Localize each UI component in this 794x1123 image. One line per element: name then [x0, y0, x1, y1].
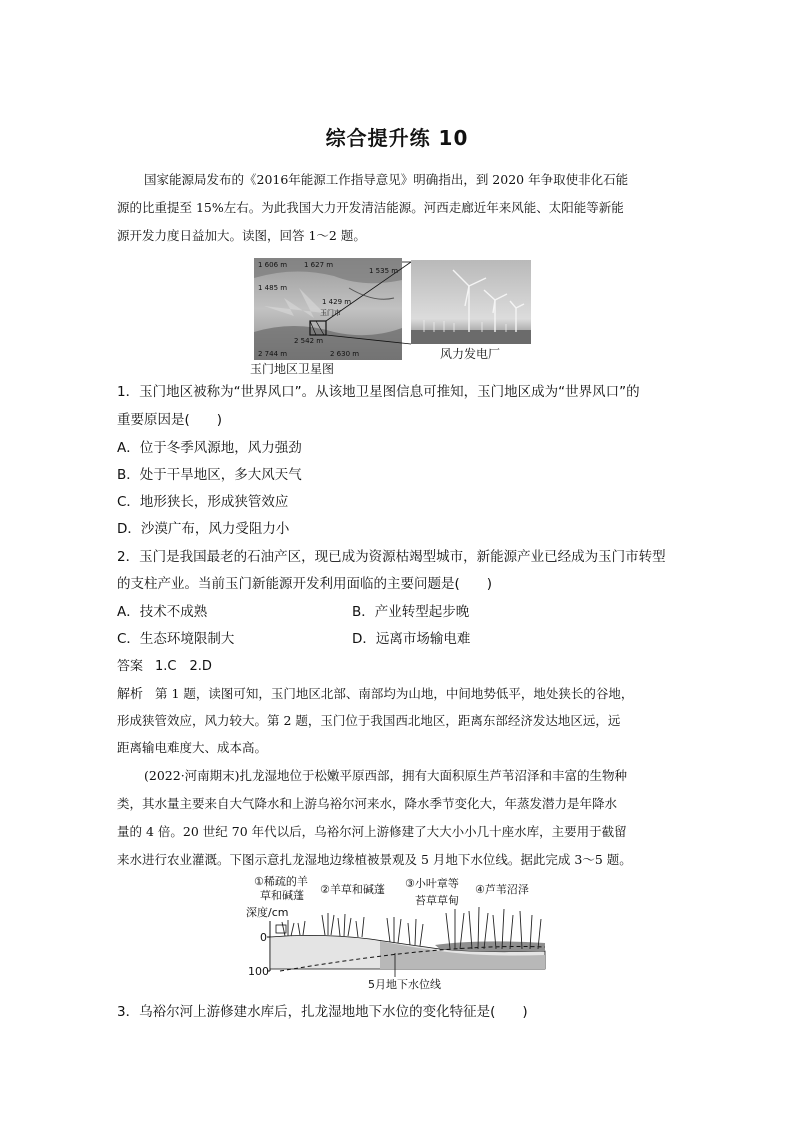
analysis-label: 解析: [117, 687, 144, 702]
wetland-profile-diagram: [240, 873, 550, 995]
zone-3-label: 苔草草甸: [415, 894, 459, 907]
elevation-label: 1 429 m: [322, 298, 352, 306]
figure-zhalong-profile: [240, 873, 550, 995]
option-a[interactable]: A．技术不成熟: [117, 604, 208, 620]
intro-line: 国家能源局发布的《2016年能源工作指导意见》明确指出，到 2020 年争取使非化石能: [144, 172, 629, 187]
zone-1-label: 草和碱蓬: [260, 889, 304, 902]
analysis-line: 形成狭管效应，风力较大。第 2 题，玉门位于我国西北地区，距离东部经济发达地区远，远: [117, 713, 621, 728]
elevation-label: 2 542 m: [294, 337, 324, 345]
depth-tick-100: 100: [248, 965, 269, 978]
analysis-line: 距离输电难度大、成本高。: [117, 740, 268, 755]
satellite-caption: 玉门地区卫星图: [250, 362, 335, 376]
intro2-line: (2022·河南期末)扎龙湿地位于松嫩平原西部，拥有大面积原生芦苇沼泽和丰富的生物种: [144, 768, 628, 783]
option-c[interactable]: C．生态环境限制大: [117, 631, 235, 647]
option-c[interactable]: C．地形狭长，形成狭管效应: [117, 494, 289, 510]
page-title: 综合提升练 10: [325, 126, 469, 150]
elevation-label: 2 744 m: [258, 350, 288, 358]
depth-tick-0: 0: [260, 931, 267, 944]
option-a[interactable]: A．位于冬季风源地，风力强劲: [117, 440, 302, 456]
option-d[interactable]: D．沙漠广布，风力受阻力小: [117, 521, 290, 537]
answer-label: 答案: [117, 659, 144, 674]
elevation-label: 1 606 m: [258, 261, 288, 269]
option-d[interactable]: D．远离市场输电难: [352, 631, 471, 647]
city-label: 玉门市: [320, 309, 341, 317]
analysis-first-line: [117, 683, 633, 702]
zone-3-label: ③小叶章等: [405, 877, 459, 890]
zone-2-label: ②羊草和碱蓬: [320, 883, 385, 896]
option-b[interactable]: B．产业转型起步晚: [352, 604, 470, 620]
elevation-label: 1 535 m: [369, 267, 399, 275]
elevation-label: 2 630 m: [330, 350, 360, 358]
depth-axis-label: 深度/cm: [246, 906, 289, 919]
intro2-line: 类，其水量主要来自大气降水和上游乌裕尔河来水，降水季节变化大，年蒸发潜力是年降水: [117, 796, 618, 811]
figure-yumen: [250, 258, 534, 376]
question-stem: 的支柱产业。当前玉门新能源开发利用面临的主要问题是( ): [117, 576, 493, 592]
water-line-label: 5月地下水位线: [368, 978, 441, 991]
wind-farm-caption: 风力发电厂: [440, 347, 501, 361]
elevation-label: 1 485 m: [258, 284, 288, 292]
question-stem: 重要原因是( ): [117, 412, 223, 428]
analysis-text: 第 1 题，读图可知，玉门地区北部、南部均为山地，中间地势低平，地处狭长的谷地，: [155, 686, 634, 701]
question-stem: 2．玉门是我国最老的石油产区，现已成为资源枯竭型城市，新能源产业已经成为玉门市转型: [117, 549, 666, 565]
intro2-line: 量的 4 倍。20 世纪 70 年代以后，乌裕尔河上游修建了大大小小几十座水库，主要用于截留: [117, 824, 627, 839]
answer-line: [117, 655, 212, 674]
intro-line: 源的比重提至 15%左右。为此我国大力开发清洁能源。河西走廊近年来风能、太阳能等新能: [117, 200, 624, 215]
option-b[interactable]: B．处于干旱地区，多大风天气: [117, 467, 302, 483]
zone-4-label: ④芦苇沼泽: [475, 883, 529, 896]
answer-value: 1.C 2.D: [155, 659, 212, 674]
elevation-label: 1 627 m: [304, 261, 334, 269]
question-3-stem: 3．乌裕尔河上游修建水库后，扎龙湿地地下水位的变化特征是( ): [117, 1004, 528, 1020]
intro-line: 源开发力度日益加大。读图，回答 1～2 题。: [117, 228, 366, 243]
zone-1-label: ①稀疏的羊: [254, 875, 308, 888]
intro2-line: 来水进行农业灌溉。下图示意扎龙湿地边缘植被景观及 5 月地下水位线。据此完成 3～5 题。: [117, 852, 632, 867]
question-stem: 1．玉门地区被称为“世界风口”。从该地卫星图信息可推知，玉门地区成为“世界风口”的: [117, 384, 640, 400]
